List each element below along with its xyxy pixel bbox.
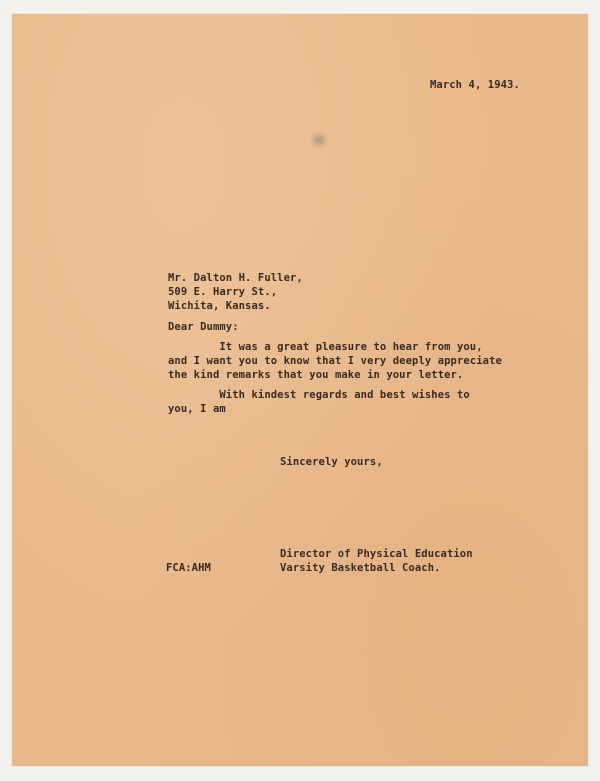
closing: Sincerely yours,	[280, 456, 383, 468]
ink-smudge	[307, 128, 332, 152]
recipient-street: 509 E. Harry St.,	[168, 286, 278, 298]
recipient-name: Mr. Dalton H. Fuller,	[168, 272, 303, 284]
reference-initials: FCA:AHM	[166, 562, 211, 574]
signature-title-1: Director of Physical Education	[280, 548, 473, 560]
body-paragraph-2-line-2: you, I am	[168, 403, 226, 415]
body-paragraph-1-line-1: It was a great pleasure to hear from you,	[168, 341, 483, 353]
recipient-city: Wichita, Kansas.	[168, 300, 271, 312]
letter-date: March 4, 1943.	[430, 79, 520, 91]
body-paragraph-2-line-1: With kindest regards and best wishes to	[168, 389, 470, 401]
body-paragraph-1-line-2: and I want you to know that I very deeply appreciate	[168, 355, 502, 367]
letter-page	[12, 14, 588, 766]
body-paragraph-1-line-3: the kind remarks that you make in your letter.	[168, 369, 464, 381]
salutation: Dear Dummy:	[168, 321, 239, 333]
signature-title-2: Varsity Basketball Coach.	[280, 562, 441, 574]
